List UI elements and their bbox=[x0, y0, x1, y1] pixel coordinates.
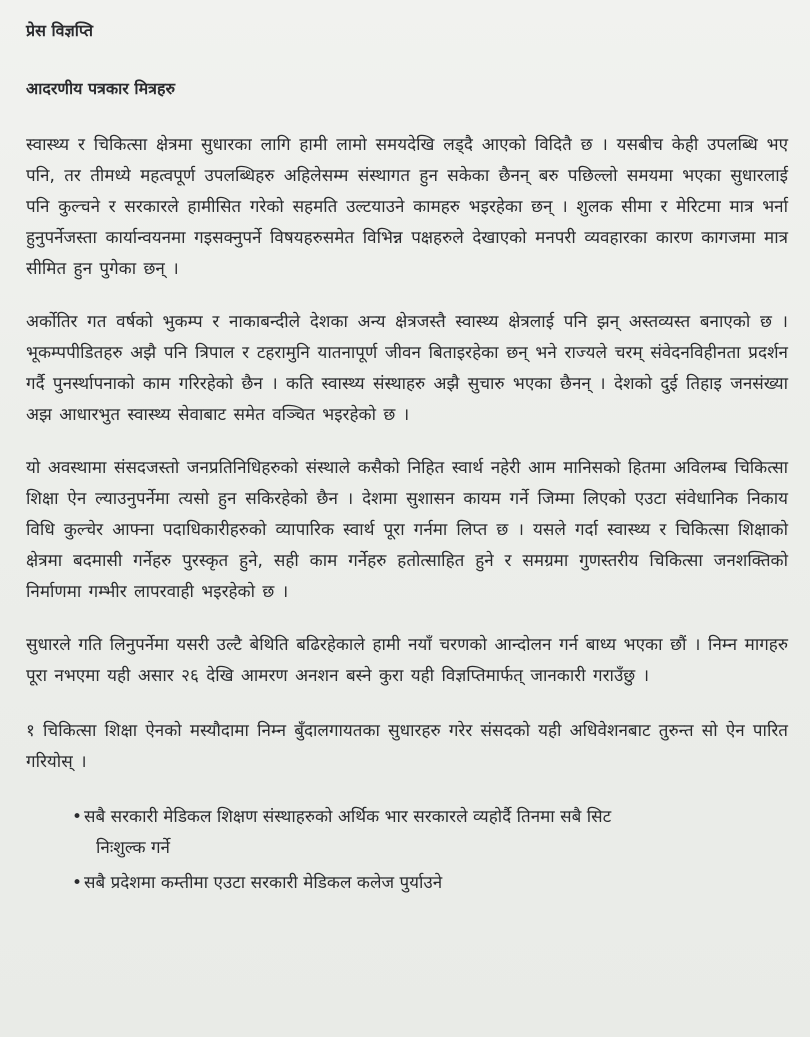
paragraph-announcement: सुधारले गति लिनुपर्नेमा यसरी उल्टै बेथिति बढिरहेकाले हामी नयाँ चरणको आन्दोलन गर्न बाध्य भएका छौं । निम्न मागहरु पूरा नभएमा यही असार २६ देखि आमरण अनशन बस्ने कुरा यही विज्ञप्तिमार्फत् जानकारी गराउँछु । bbox=[26, 635, 788, 686]
paragraph-earthquake: अर्कोतिर गत वर्षको भुकम्प र नाकाबन्दीले देशका अन्य क्षेत्रजस्तै स्वास्थ्य क्षेत्रलाई पनि झन् अस्तव्यस्त बनाएको छ । भूकम्पपीडितहरु अझै पनि त्रिपाल र टहरामुनि यातनापूर्ण जीवन बिताइरहेका छन् भने राज्यले चरम् संवेदनविहीनता प्रदर्शन गर्दै पुनर्स्थापनाको काम गरिरहेको छैन । कति स्वास्थ्य संस्थाहरु अझै सुचारु भएका छैनन् । देशको दुई तिहाइ जनसंख्या अझ आधारभुत स्वास्थ्य सेवाबाट समेत वञ्चित भइरहेको छ । bbox=[26, 312, 788, 425]
bullet-text: सबै प्रदेशमा कम्तीमा एउटा सरकारी मेडिकल कलेज पुर्याउने bbox=[84, 873, 443, 893]
demand-bullet-list bbox=[26, 802, 788, 899]
demand-item-1: १ चिकित्सा शिक्षा ऐनको मस्यौदामा निम्न बुँदालगायतका सुधारहरु गरेर संसदको यही अधिवेशनबाट तुरुन्त सो ऐन पारित गरियोस् । bbox=[26, 721, 788, 772]
list-item bbox=[72, 868, 788, 899]
document-title: प्रेस विज्ञप्ति bbox=[26, 21, 93, 40]
salutation: आदरणीय पत्रकार मित्रहरु bbox=[26, 79, 176, 98]
bullet-icon: • bbox=[72, 873, 83, 893]
bullet-icon: • bbox=[72, 807, 83, 827]
paragraph-intro: स्वास्थ्य र चिकित्सा क्षेत्रमा सुधारका लागि हामी लामो समयदेखि लड्दै आएको विदितै छ । यसबीच केही उपलब्धि भए पनि, तर तीमध्ये महत्वपूर्ण उपलब्धिहरु अहिलेसम्म संस्थागत हुन सकेका छैनन् बरु पछिल्लो समयमा भएका सुधारलाई पनि कुल्चने र सरकारले हामीसित गरेको सहमति उल्टयाउने कामहरु भइरहेका छन् । शुलक सीमा र मेरिटमा मात्र भर्ना हुनुपर्नेजस्ता कार्यान्वयनमा गइसक्नुपर्ने विषयहरुसमेत विभिन्न पक्षहरुले देखाएको मनपरी व्यवहारका कारण कागजमा मात्र सीमित हुन पुगेका छन् । bbox=[26, 135, 788, 279]
bullet-text-continuation: निःशुल्क गर्ने bbox=[96, 838, 170, 858]
bullet-text: सबै सरकारी मेडिकल शिक्षण संस्थाहरुको अर्थिक भार सरकारले व्यहोर्दै तिनमा सबै सिट bbox=[84, 807, 612, 827]
paragraph-parliament: यो अवस्थामा संसदजस्तो जनप्रतिनिधिहरुको संस्थाले कसैको निहित स्वार्थ नहेरी आम मानिसको हितमा अविलम्ब चिकित्सा शिक्षा ऐन ल्याउनुपर्नेमा त्यसो हुन सकिरहेको छैन । देशमा सुशासन कायम गर्ने जिम्मा लिएको एउटा संवेधानिक निकाय विधि कुल्चेर आफ्ना पदाधिकारीहरुको व्यापारिक स्वार्थ पूरा गर्नमा लिप्त छ । यसले गर्दा स्वास्थ्य र चिकित्सा शिक्षाको क्षेत्रमा बदमासी गर्नेहरु पुरस्कृत हुने, सही काम गर्नेहरु हतोत्साहित हुने र समग्रमा गुणस्तरीय चिकित्सा जनशक्तिको निर्माणमा गम्भीर लापरवाही भइरहेको छ । bbox=[26, 458, 788, 602]
list-item bbox=[72, 802, 788, 864]
